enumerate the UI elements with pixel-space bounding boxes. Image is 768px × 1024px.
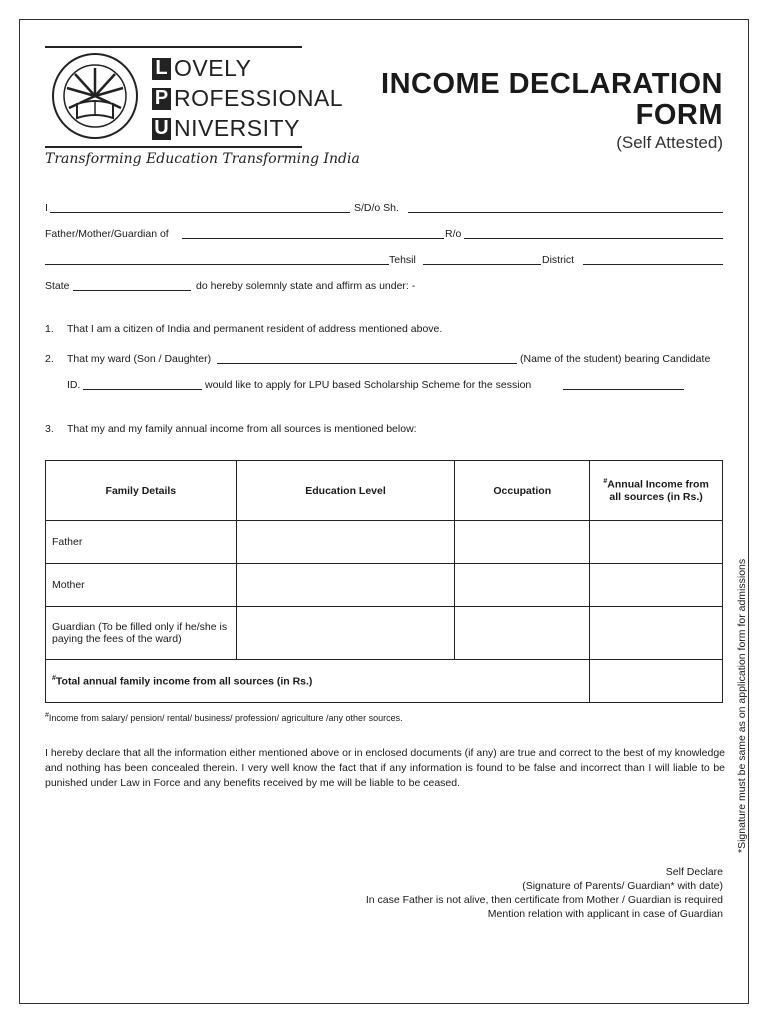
total-income-cell[interactable] (590, 660, 723, 703)
statement-2-text-a: That my ward (Son / Daughter) (67, 353, 212, 365)
parent-label: Father/Mother/Guardian of (45, 228, 169, 240)
father-not-alive-note: In case Father is not alive, then certificate from Mother / Guardian is required (365, 894, 723, 906)
statement-2-text-c: ID. (67, 379, 81, 391)
logo-letter-l: L (152, 58, 171, 80)
i-label: I (45, 202, 48, 214)
guardian-income-cell[interactable] (590, 607, 723, 660)
district-label: District (542, 254, 575, 266)
candidate-id-field-line[interactable] (83, 389, 202, 390)
affirm-text: do hereby solemnly state and affirm as under: - (196, 280, 416, 292)
logo-word-lovely (152, 55, 252, 82)
mother-education-cell[interactable] (236, 564, 455, 607)
logo-letter-u: U (152, 118, 171, 140)
mother-occupation-cell[interactable] (455, 564, 590, 607)
logo-text-professional: ROFESSIONAL (174, 85, 344, 111)
declaration-paragraph: I hereby declare that all the information either mentioned above or in enclosed documents (if any) are true and correct to the best of my knowledge and nothing has been concealed therein. I very well know the fact that if any information is found to be false and incorrect than I will liable to be punished under Law in Force and any benefits received by me will be liable to be ceased. (45, 747, 725, 789)
sdo-field-line[interactable] (408, 212, 723, 213)
row-guardian-label: Guardian (To be filled only if he/she is paying the fees of the ward) (46, 607, 237, 660)
father-income-cell[interactable] (590, 521, 723, 564)
header-annual-income (590, 461, 723, 521)
father-occupation-cell[interactable] (455, 521, 590, 564)
statement-3-text: That my and my family annual income from all sources is mentioned below: (67, 423, 417, 435)
logo-letter-p: P (152, 88, 171, 110)
statement-1-text: That I am a citizen of India and permanent resident of address mentioned above. (67, 323, 443, 335)
logo-top-rule (45, 46, 302, 48)
father-education-cell[interactable] (236, 521, 455, 564)
total-income-text: Total annual family income from all sources (in Rs.) (55, 675, 313, 688)
district-field-line[interactable] (583, 264, 723, 265)
guardian-relation-note: Mention relation with applicant in case of Guardian (487, 908, 723, 920)
logo-word-university (152, 115, 300, 142)
mother-income-cell[interactable] (590, 564, 723, 607)
signature-side-note: *Signature must be same as on application form for admissions (736, 558, 748, 853)
guardian-occupation-cell[interactable] (455, 607, 590, 660)
address-field-line[interactable] (45, 264, 389, 265)
signature-caption: (Signature of Parents/ Guardian* with date) (522, 880, 723, 892)
logo-text-university: NIVERSITY (174, 115, 300, 141)
guardian-education-cell[interactable] (236, 607, 455, 660)
form-title-line2: FORM (635, 99, 723, 131)
income-footnote (45, 712, 403, 723)
table-row (46, 564, 723, 607)
footnote-text: Income from salary/ pension/ rental/ business/ profession/ agriculture /any other sources. (48, 713, 403, 723)
self-declare-label: Self Declare (665, 866, 723, 878)
table-row (46, 521, 723, 564)
table-row (46, 607, 723, 660)
footnote-mark: # (45, 712, 49, 719)
state-field-line[interactable] (73, 290, 191, 291)
header-occupation: Occupation (455, 461, 590, 521)
header-income-mark: # (603, 478, 608, 486)
name-field-line[interactable] (50, 212, 350, 213)
logo-word-professional (152, 85, 343, 112)
residence-field-line[interactable] (464, 238, 723, 239)
ward-name-field-line[interactable] (182, 238, 444, 239)
family-income-table (45, 460, 723, 703)
tehsil-label: Tehsil (389, 254, 416, 266)
ro-label: R/o (445, 228, 462, 240)
header-family-details: Family Details (46, 461, 237, 521)
total-income-label (46, 660, 590, 703)
statement-2-number: 2. (45, 353, 54, 365)
state-label: State (45, 280, 70, 292)
statement-1-number: 1. (45, 323, 54, 335)
total-income-mark: # (52, 674, 56, 682)
table-total-row (46, 660, 723, 703)
logo-tagline: Transforming Education Transforming India (45, 151, 360, 167)
row-mother-label: Mother (46, 564, 237, 607)
logo-bottom-rule (45, 146, 302, 148)
student-name-field-line[interactable] (217, 363, 517, 364)
row-father-label: Father (46, 521, 237, 564)
header-education-level: Education Level (236, 461, 455, 521)
logo-text-lovely: OVELY (174, 55, 252, 81)
statement-2-text-d: would like to apply for LPU based Scholarship Scheme for the session (205, 379, 532, 391)
tehsil-field-line[interactable] (423, 264, 541, 265)
sdo-label: S/D/o Sh. (354, 202, 399, 214)
statement-3-number: 3. (45, 423, 54, 435)
session-field-line[interactable] (563, 389, 684, 390)
university-seal-logo (51, 52, 139, 140)
header-income-text: Annual Income from all sources (in Rs.) (607, 478, 709, 503)
statement-2-text-b: (Name of the student) bearing Candidate (520, 353, 711, 365)
form-subtitle: (Self Attested) (616, 133, 723, 152)
form-title-line1: INCOME DECLARATION (381, 68, 723, 100)
table-header-row (46, 461, 723, 521)
